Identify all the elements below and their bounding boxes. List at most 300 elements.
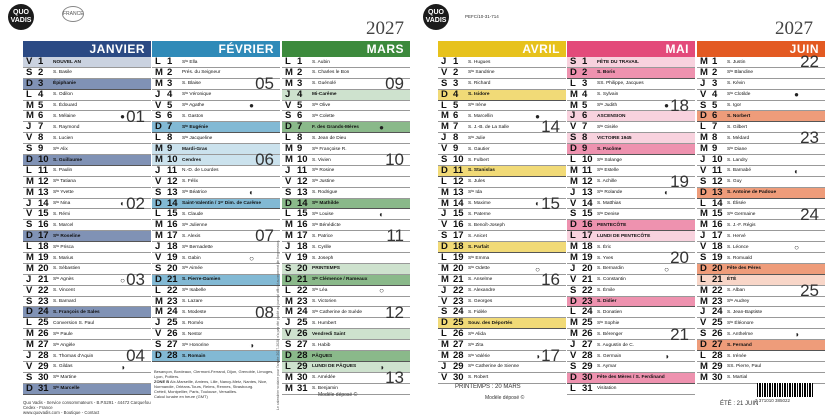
day-number: 1 <box>582 56 588 67</box>
day-letter: M <box>26 175 34 187</box>
day-letter: M <box>285 154 293 166</box>
day-row <box>438 90 566 101</box>
day-letter: M <box>285 143 293 155</box>
saint-name: S. Constantin <box>597 277 626 283</box>
day-letter: M <box>26 262 34 274</box>
day-number: 26 <box>167 328 178 340</box>
day-number: 26 <box>38 328 49 340</box>
day-number: 7 <box>38 121 44 133</box>
day-letter: D <box>700 186 707 198</box>
saint-name: Sᵗᵉ Roseline <box>53 233 81 239</box>
saint-name: S. Aubin <box>312 59 330 65</box>
day-letter: D <box>155 197 162 209</box>
week-number: 06 <box>255 150 274 170</box>
day-number: 5 <box>712 99 718 111</box>
day-letter: D <box>285 197 292 209</box>
month-column-mars <box>282 41 410 395</box>
month-header: JUIN <box>697 41 825 57</box>
saint-name: S. Joseph <box>312 255 334 261</box>
day-letter: S <box>26 219 33 231</box>
saint-name: S. Gaston <box>182 113 204 119</box>
week-number: 24 <box>800 204 819 224</box>
saint-name: Sᵗᵉ Aimée <box>182 266 203 272</box>
day-letter: J <box>155 241 161 253</box>
france-badge: FRANCE <box>62 6 84 22</box>
day-number: 12 <box>38 175 49 187</box>
day-number: 4 <box>38 88 44 100</box>
day-letter: D <box>155 350 162 362</box>
day-letter: V <box>285 175 292 187</box>
month-column-janvier <box>23 41 151 395</box>
day-number: 8 <box>582 132 588 144</box>
day-letter: S <box>441 306 448 318</box>
saint-name: Sᵗᵉ Éléonore <box>727 320 754 326</box>
day-number: 8 <box>712 132 718 144</box>
day-number: 25 <box>297 317 308 329</box>
day-letter: S <box>441 77 448 89</box>
day-letter: M <box>285 382 293 394</box>
saint-name: S. Roméo <box>182 320 204 326</box>
day-letter: M <box>700 132 708 144</box>
day-number: 14 <box>167 197 178 209</box>
day-letter: M <box>285 306 293 318</box>
day-number: 28 <box>297 350 308 362</box>
saint-name: S. Charles le Bon <box>312 70 350 76</box>
saint-name: Sᵗᵉ Léa <box>312 288 328 294</box>
saint-name: LUNDI DE PÂQUES <box>312 364 357 370</box>
day-letter: L <box>285 56 291 67</box>
day-number: 6 <box>582 110 588 122</box>
day-letter: L <box>441 328 447 340</box>
year-left: 2027 <box>366 18 404 39</box>
saint-name: S. Léonce <box>727 244 749 250</box>
saint-name: Mi-Carême <box>312 92 337 98</box>
day-letter: L <box>441 175 447 187</box>
day-letter: M <box>700 143 708 155</box>
saint-name: S. Barnard <box>53 299 76 305</box>
day-number: 27 <box>38 339 49 351</box>
day-letter: V <box>285 99 292 111</box>
day-number: 31 <box>297 382 308 394</box>
day-letter: L <box>441 252 447 264</box>
day-number: 19 <box>167 252 178 264</box>
day-number: 24 <box>453 306 464 318</box>
week-number: 12 <box>385 302 404 322</box>
day-number: 18 <box>453 241 464 253</box>
saint-name: ASCENSION <box>597 113 626 119</box>
day-number: 8 <box>38 132 44 144</box>
school-calendar-note: Le calendrier scolaire pour l'année 2027-2028 n'a pas été publié au journal officiel au moment de l'impression. <box>276 239 280 410</box>
day-letter: V <box>285 252 292 264</box>
saint-name: S. François de Sales <box>53 309 100 315</box>
saint-name: Sᵗᵉ Zita <box>468 342 484 348</box>
week-number: 09 <box>385 73 404 93</box>
saint-name: Visitation <box>597 386 617 392</box>
saint-name: S. Claude <box>182 211 204 217</box>
day-number: 28 <box>453 350 464 362</box>
saint-name: Sᵗᵉ Honorine <box>182 342 209 348</box>
saint-name: Sᵗᵉ Bénédicte <box>312 222 341 228</box>
day-letter: V <box>700 164 707 176</box>
saint-name: S. Igor <box>727 103 742 109</box>
quo-vadis-logo: QUO VADIS <box>8 4 34 30</box>
day-number: 22 <box>582 284 593 296</box>
saint-name: S. Anthelme <box>727 331 753 337</box>
saint-name: S. Gilbert <box>727 124 747 130</box>
day-letter: V <box>570 350 577 362</box>
saint-name: Sᵗᵉ Clotilde <box>727 92 751 98</box>
saint-name: S. Landry <box>727 157 748 163</box>
day-number: 27 <box>582 339 593 351</box>
day-number: 10 <box>167 154 178 166</box>
day-number: 28 <box>38 350 49 362</box>
day-letter: J <box>700 154 706 166</box>
day-number: 20 <box>167 262 178 274</box>
day-number: 19 <box>38 252 49 264</box>
day-letter: V <box>155 175 162 187</box>
day-letter: S <box>26 143 33 155</box>
saint-name: Sᵗᵉ Judith <box>597 103 618 109</box>
day-number: 26 <box>297 328 308 340</box>
day-letter: J <box>285 164 291 176</box>
day-letter: M <box>700 219 708 231</box>
saint-name: S. Romain <box>182 353 206 359</box>
saint-name: S. Hugues <box>468 59 491 65</box>
week-number: 15 <box>541 193 560 213</box>
day-letter: V <box>441 295 448 307</box>
day-number: 4 <box>582 88 588 100</box>
barcode <box>757 383 813 397</box>
pefc-code: PEFC/10-31-714 <box>465 14 499 19</box>
day-number: 2 <box>582 66 588 78</box>
saint-name: Sᵗᵉ Jacqueline <box>182 135 213 141</box>
day-number: 29 <box>453 360 464 372</box>
saint-name: S. Barnabé <box>727 168 752 174</box>
week-number: 03 <box>126 270 145 289</box>
day-letter: M <box>700 284 708 296</box>
day-letter: M <box>700 295 708 307</box>
saint-name: S. Gildas <box>53 364 73 370</box>
day-letter: M <box>155 143 163 155</box>
saint-name: Sᵗᵉ Tatiana <box>53 179 76 185</box>
barcode-number: 3 371010 385022 <box>755 398 791 403</box>
day-letter: M <box>570 164 578 176</box>
saint-name: S. Lucien <box>53 135 74 141</box>
day-letter: V <box>570 121 577 133</box>
saint-name: Sᵗᵉ Rosine <box>312 168 335 174</box>
day-number: 18 <box>38 241 49 253</box>
saint-name: Sᵗᵉ Odette <box>468 266 490 272</box>
day-number: 20 <box>582 262 593 274</box>
day-number: 9 <box>167 143 173 155</box>
month-column-juin <box>697 41 825 384</box>
saint-name: S. Médard <box>727 135 750 141</box>
saint-name: S. Guy <box>727 179 742 185</box>
day-letter: J <box>441 284 447 296</box>
saint-name: Sᵗᵉ Blandine <box>727 70 754 76</box>
day-number: 18 <box>167 241 178 253</box>
moon-phase-icon: ○ <box>794 242 799 252</box>
day-number: 12 <box>453 175 464 187</box>
day-letter: J <box>570 262 576 274</box>
saint-name: S. Marcellin <box>468 113 494 119</box>
week-number: 07 <box>255 226 274 246</box>
model-notice-left: Modèle déposé © <box>318 392 358 398</box>
day-letter: V <box>26 208 33 220</box>
saint-name: S. Nestor <box>182 331 202 337</box>
saint-name: Sᵗᵉ Paule <box>53 331 73 337</box>
day-number: 19 <box>712 252 723 264</box>
saint-name: S. Antoine de Padoue <box>727 190 777 196</box>
day-letter: S <box>26 295 33 307</box>
day-letter: V <box>570 197 577 209</box>
saint-name: Sᵗᵉ Denise <box>597 211 620 217</box>
day-letter: M <box>441 110 449 122</box>
month-column-avril <box>438 41 566 384</box>
day-number: 9 <box>453 143 459 155</box>
day-letter: V <box>26 56 33 67</box>
month-header: JANVIER <box>23 41 151 57</box>
day-letter: M <box>26 99 34 111</box>
day-row <box>152 351 280 362</box>
day-letter: V <box>700 317 707 329</box>
saint-name: S. Basile <box>53 70 72 76</box>
week-number: 05 <box>255 73 274 93</box>
day-letter: V <box>155 328 162 340</box>
moon-phase-icon: ◑ <box>379 362 384 372</box>
saint-name: S. Boris <box>597 70 616 76</box>
day-letter: V <box>26 360 33 372</box>
day-letter: D <box>441 317 448 329</box>
day-letter: J <box>441 208 447 220</box>
saint-name: Sᵗᵉ Nina <box>53 201 71 207</box>
day-letter: L <box>155 208 161 220</box>
day-letter: L <box>285 284 291 296</box>
saint-name: S. Stanislas <box>468 168 495 174</box>
day-number: 27 <box>453 339 464 351</box>
day-number: 25 <box>167 317 178 329</box>
day-number: 22 <box>712 284 723 296</box>
day-row <box>23 384 151 395</box>
saint-name: S. Blaise <box>182 81 201 87</box>
day-number: 1 <box>167 56 173 67</box>
day-letter: M <box>155 154 163 166</box>
saint-name: S. Sébastien <box>53 266 81 272</box>
saint-name: S. Irénée <box>727 353 747 359</box>
day-letter: D <box>570 66 577 78</box>
saint-name: Sᵗᵉ Emma <box>468 255 490 261</box>
day-letter: M <box>570 317 578 329</box>
saint-name: S. J.-B. de La Salle <box>468 124 510 130</box>
saint-name: Sᵗᵉ Catherine de Sienne <box>468 364 520 370</box>
saint-name: S. Anselme <box>468 277 493 283</box>
day-number: 31 <box>38 382 49 394</box>
day-number: 7 <box>167 121 173 133</box>
saint-name: Sᵗᵉ Ella <box>182 59 198 65</box>
saint-name: Sᵗᵉ Louise <box>312 211 334 217</box>
day-number: 18 <box>297 241 308 253</box>
day-letter: S <box>285 186 292 198</box>
day-letter: J <box>570 110 576 122</box>
day-number: 6 <box>167 110 173 122</box>
day-letter: L <box>441 99 447 111</box>
day-number: 22 <box>167 284 178 296</box>
day-number: 2 <box>712 66 718 78</box>
day-letter: L <box>570 230 576 242</box>
day-number: 22 <box>38 284 49 296</box>
saint-name: Cendres <box>182 157 202 163</box>
saint-name: S. Marius <box>53 255 74 261</box>
day-letter: L <box>26 164 32 176</box>
day-number: 23 <box>712 295 723 307</box>
day-number: 15 <box>297 208 308 220</box>
model-notice-right: Modèle déposé © <box>485 395 525 401</box>
day-letter: S <box>155 339 162 351</box>
day-letter: M <box>570 99 578 111</box>
day-row <box>567 286 695 297</box>
day-letter: M <box>700 360 708 372</box>
saint-name: Sᵗᵉ Yvette <box>53 190 74 196</box>
day-number: 23 <box>453 295 464 307</box>
day-number: 12 <box>582 175 593 187</box>
day-letter: M <box>570 252 578 264</box>
week-number: 13 <box>385 368 404 388</box>
day-number: 28 <box>582 350 593 362</box>
week-number: 14 <box>541 117 560 137</box>
day-letter: S <box>570 208 577 220</box>
summer-date: ÉTÉ : 21 JUIN <box>720 401 759 407</box>
day-number: 11 <box>712 164 723 176</box>
day-number: 4 <box>453 88 459 100</box>
day-letter: S <box>700 252 707 264</box>
day-number: 16 <box>167 219 178 231</box>
day-letter: L <box>26 241 32 253</box>
day-number: 20 <box>712 262 723 274</box>
footer-website: www.quovadis.com - Boutique - Contact <box>23 410 100 415</box>
saint-name: Sᵗᵉ Angèle <box>53 342 76 348</box>
day-letter: M <box>570 241 578 253</box>
saint-name: Sᵗᵉ Véronique <box>182 92 212 98</box>
day-number: 16 <box>453 219 464 231</box>
saint-name: Sᵗᵉ Ida <box>468 190 483 196</box>
day-letter: L <box>155 132 161 144</box>
saint-name: Sᵗᵉ Agnès <box>53 277 74 283</box>
day-letter: V <box>155 99 162 111</box>
saint-name: Sᵗᵉ Clémence / Rameaux <box>312 277 368 283</box>
day-letter: L <box>570 382 576 394</box>
saint-name: S. Yves <box>597 255 614 261</box>
day-number: 12 <box>712 175 723 187</box>
saint-name: S. Isidore <box>468 92 490 98</box>
day-number: 15 <box>712 208 723 220</box>
saint-name: S. Kévin <box>727 81 745 87</box>
day-number: 16 <box>582 219 593 231</box>
saint-name: S. Thomas d'Aquin <box>53 353 94 359</box>
saint-name: S. Benjamin <box>312 386 338 392</box>
day-letter: S <box>700 99 707 111</box>
day-letter: L <box>285 360 291 372</box>
day-letter: L <box>700 121 706 133</box>
week-number: 11 <box>386 226 404 246</box>
saint-name: Sᵗᵉ Sophie <box>597 320 620 326</box>
day-letter: S <box>26 371 33 383</box>
day-number: 5 <box>453 99 459 111</box>
day-letter: M <box>570 328 578 340</box>
saint-name: N.-D. de Lourdes <box>182 168 219 174</box>
day-number: 21 <box>167 273 178 285</box>
day-letter: V <box>285 328 292 340</box>
saint-name: Fête des Mères / S. Ferdinand <box>597 375 665 381</box>
saint-name: S. Norbert <box>727 113 751 119</box>
moon-phase-icon: ● <box>794 90 799 100</box>
saint-name: S. Anicet <box>468 233 487 239</box>
saint-name: S. Justin <box>727 59 746 65</box>
day-letter: J <box>26 121 32 133</box>
moon-phase-icon: ○ <box>379 286 384 296</box>
saint-name: S. Hervé <box>727 233 746 239</box>
day-letter: S <box>155 262 162 274</box>
day-letter: M <box>441 121 449 133</box>
saint-name: Sᵗᵉ Alida <box>468 331 486 337</box>
day-number: 17 <box>38 230 49 242</box>
saint-name: S. Didier <box>597 299 617 305</box>
saint-name: Sᵗᵉ Justine <box>312 179 335 185</box>
day-letter: M <box>441 197 449 209</box>
day-letter: M <box>441 262 449 274</box>
day-number: 3 <box>297 77 303 89</box>
day-number: 9 <box>38 143 44 155</box>
saint-name: S. Robert <box>468 375 489 381</box>
day-letter: L <box>26 88 32 100</box>
day-letter: V <box>441 143 448 155</box>
saint-name: Sᵗᵉ Irène <box>468 103 487 109</box>
saint-name: Sᵗᵉ Julie <box>468 135 486 141</box>
saint-name: Prés. du Seigneur <box>182 70 221 76</box>
day-row <box>697 90 825 101</box>
day-letter: M <box>570 175 578 187</box>
day-row <box>282 286 410 297</box>
moon-phase-icon: ◑ <box>535 351 540 361</box>
day-row <box>567 384 695 395</box>
day-letter: J <box>26 273 32 285</box>
saint-name: Vendredi Saint <box>312 331 346 337</box>
day-number: 25 <box>712 317 723 329</box>
day-letter: D <box>26 306 33 318</box>
saint-name: S. Gautier <box>468 146 490 152</box>
day-number: 25 <box>582 317 593 329</box>
saint-name: S. Alexandre <box>468 288 496 294</box>
day-number: 8 <box>167 132 173 144</box>
day-letter: S <box>441 230 448 242</box>
saint-name: Sᵗᵉ Prisca <box>53 244 74 250</box>
day-row <box>152 188 280 199</box>
day-letter: V <box>26 132 33 144</box>
saint-name: S. Édouard <box>53 103 78 109</box>
day-letter: M <box>155 77 163 89</box>
year-right: 2027 <box>775 18 813 39</box>
day-number: 20 <box>297 262 308 274</box>
saint-name: S. Marcel <box>53 222 74 228</box>
day-number: 1 <box>453 56 459 67</box>
moon-phase-icon: ● <box>249 101 254 111</box>
saint-name: S. Matthias <box>597 201 621 207</box>
day-letter: M <box>26 110 34 122</box>
saint-name: Sᵗᵉ Solange <box>597 157 622 163</box>
day-number: 28 <box>167 350 178 362</box>
saint-name: S. Jules <box>468 179 486 185</box>
footer-address: Quo Vadis - Service consommateurs - B.P.5291 - 44472 Carquefou Cedex - France <box>23 400 151 410</box>
day-number: 23 <box>297 295 308 307</box>
